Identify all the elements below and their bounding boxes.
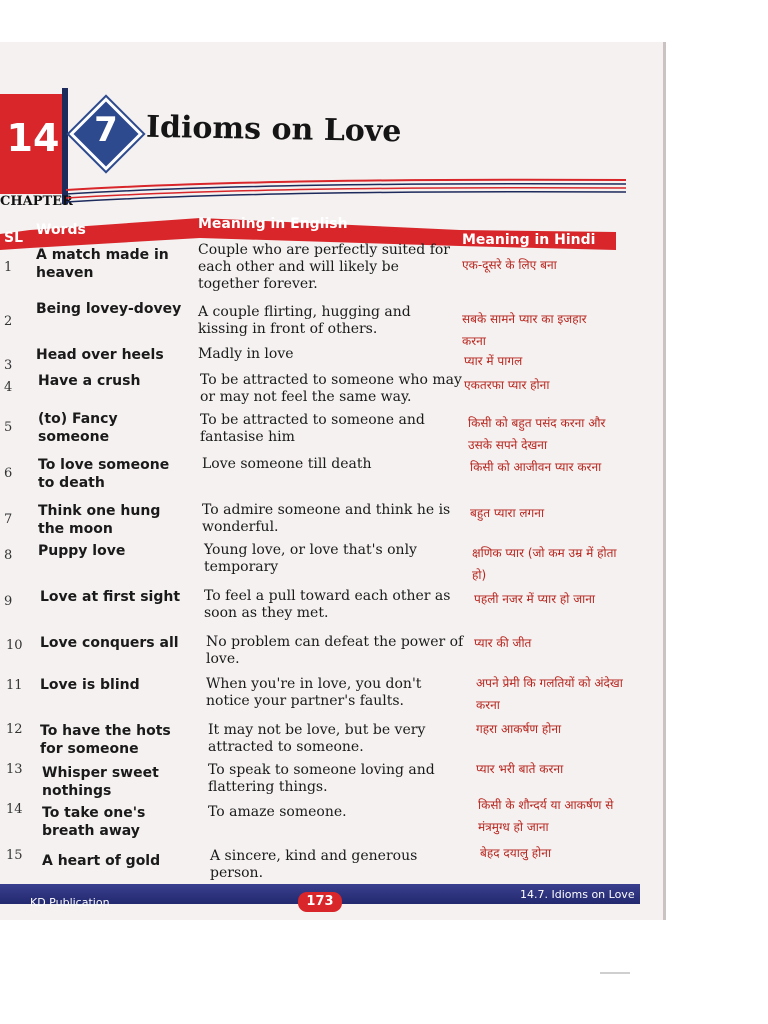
row-1-hindi: एक-दूसरे के लिए बना (462, 258, 557, 272)
row-7-hindi: बहुत प्यारा लगना (470, 506, 545, 520)
row-7-word: Think one hung the moon (38, 503, 161, 537)
section-number: 7 (94, 110, 118, 150)
row-9-word: Love at first sight (40, 589, 181, 605)
row-5-english: To be attracted to someone and fantasise him (200, 412, 425, 445)
row-3-hindi: प्यार में पागल (464, 354, 523, 368)
row-14-hindi: किसी के शौन्दर्य या आकर्षण से मंत्रमुग्ध हो जाना (478, 798, 614, 834)
row-11-word: Love is blind (40, 677, 140, 693)
row-11-english: When you're in love, you don't notice your partner's faults. (206, 676, 422, 709)
chapter-label: CHAPTER (0, 194, 73, 209)
row-15-english: A sincere, kind and generous person. (210, 848, 418, 881)
row-6-hindi: किसी को आजीवन प्यार करना (470, 460, 602, 474)
header-english: Meaning in English (198, 216, 348, 232)
row-5-sl: 5 (4, 420, 13, 435)
row-2-sl: 2 (4, 314, 13, 329)
row-1-sl: 1 (4, 260, 13, 275)
row-11-hindi: अपने प्रेमी कि गलतियों को अंदेखा करना (476, 676, 623, 712)
row-14-word: To take one's breath away (42, 805, 146, 839)
page-number: 173 (298, 892, 342, 912)
row-13-word: Whisper sweet nothings (42, 765, 159, 799)
row-15-sl: 15 (6, 848, 23, 863)
row-9-hindi: पहली नजर में प्यार हो जाना (474, 592, 596, 606)
page-title: Idioms on Love (145, 109, 402, 150)
header-sl: SL (4, 230, 24, 246)
footer-publisher: KD Publication (30, 896, 110, 909)
row-1-word: A match made in heaven (36, 247, 169, 281)
row-10-sl: 10 (6, 638, 23, 653)
row-13-sl: 13 (6, 762, 23, 777)
row-10-english: No problem can defeat the power of love. (206, 634, 464, 667)
row-1-english: Couple who are perfectly suited for each other and will likely be together forever. (198, 242, 450, 292)
row-8-word: Puppy love (38, 543, 126, 559)
row-4-word: Have a crush (38, 373, 141, 389)
header-decorative-lines (66, 160, 626, 210)
row-10-hindi: प्यार की जीत (474, 636, 532, 650)
row-3-sl: 3 (4, 358, 13, 373)
row-8-hindi: क्षणिक प्यार (जो कम उम्र में होता हो) (472, 546, 617, 582)
row-9-sl: 9 (4, 594, 13, 609)
chapter-number: 14 (6, 116, 60, 160)
row-12-english: It may not be love, but be very attracted to someone. (208, 722, 426, 755)
row-8-english: Young love, or love that's only temporary (204, 542, 417, 575)
book-page (0, 42, 666, 920)
row-13-english: To speak to someone loving and flattering things. (208, 762, 435, 795)
row-12-word: To have the hots for someone (40, 723, 171, 757)
row-4-english: To be attracted to someone who may or may not feel the same way. (200, 372, 462, 405)
header-words: Words (36, 222, 86, 238)
row-6-sl: 6 (4, 466, 13, 481)
footer-section-label: 14.7. Idioms on Love (520, 888, 635, 901)
row-9-english: To feel a pull toward each other as soon as they met. (204, 588, 451, 621)
row-14-english: To amaze someone. (208, 804, 347, 820)
row-3-word: Head over heels (36, 347, 164, 363)
row-10-word: Love conquers all (40, 635, 179, 651)
row-7-english: To admire someone and think he is wonderful. (202, 502, 451, 535)
row-4-sl: 4 (4, 380, 13, 395)
row-2-word: Being lovey-dovey (36, 301, 182, 317)
row-2-english: A couple flirting, hugging and kissing in front of others. (198, 304, 411, 337)
row-5-word: (to) Fancy someone (38, 411, 118, 445)
row-14-sl: 14 (6, 802, 23, 817)
row-15-word: A heart of gold (42, 853, 161, 869)
row-13-hindi: प्यार भरी बाते करना (476, 762, 564, 776)
row-12-hindi: गहरा आकर्षण होना (476, 722, 562, 736)
row-15-hindi: बेहद दयालु होना (480, 846, 552, 860)
header-hindi: Meaning in Hindi (462, 232, 596, 248)
row-6-word: To love someone to death (38, 457, 170, 491)
row-12-sl: 12 (6, 722, 23, 737)
scan-mark (600, 972, 630, 974)
row-4-hindi: एकतरफा प्यार होना (464, 378, 550, 392)
row-5-hindi: किसी को बहुत पसंद करना और उसके सपने देखना (468, 416, 606, 452)
page-edge (663, 42, 666, 920)
row-11-sl: 11 (6, 678, 23, 693)
row-6-english: Love someone till death (202, 456, 372, 472)
row-7-sl: 7 (4, 512, 13, 527)
row-2-hindi: सबके सामने प्यार का इजहार करना (462, 312, 587, 348)
row-8-sl: 8 (4, 548, 13, 563)
row-3-english: Madly in love (198, 346, 294, 362)
